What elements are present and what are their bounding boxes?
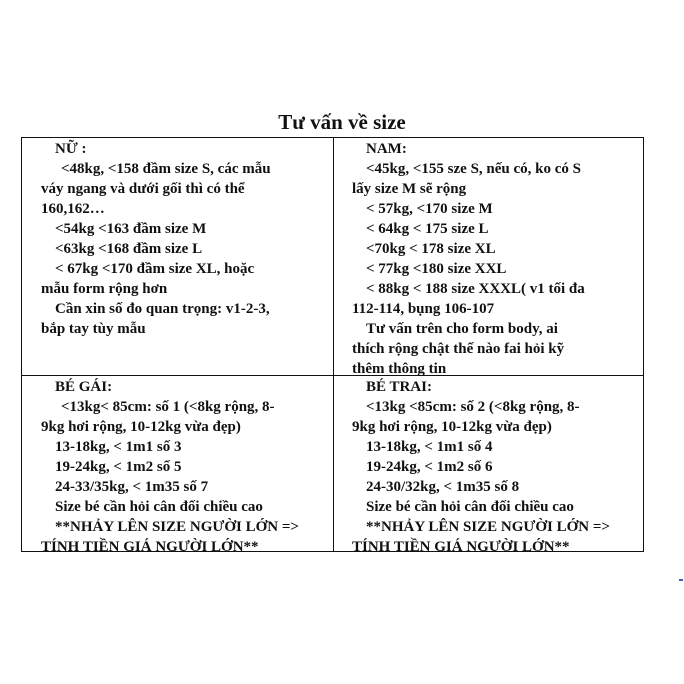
- text-line: 160,162…: [41, 201, 105, 217]
- text-line: <13kg< 85cm: số 1 (<8kg rộng, 8-: [61, 399, 275, 415]
- page-title: Tư vấn về size: [278, 110, 406, 134]
- girls-size-cell: [41, 377, 331, 557]
- text-line: váy ngang và dưới gối thì có thể: [41, 181, 245, 197]
- text-line: <54kg <163 đầm size M: [55, 221, 207, 237]
- women-size-cell: [41, 139, 331, 339]
- text-line: 9kg hơi rộng, 10-12kg vừa đẹp): [352, 419, 552, 435]
- text-line: <70kg < 178 size XL: [366, 241, 496, 257]
- text-line: < 64kg < 175 size L: [366, 221, 489, 237]
- women-heading: NỮ :: [55, 141, 87, 157]
- text-line: <48kg, <158 đầm size S, các mẫu: [61, 161, 271, 177]
- text-line: TÍNH TIỀN GIÁ NGƯỜI LỚN**: [352, 539, 570, 555]
- men-size-cell: [352, 139, 640, 379]
- text-line: Size bé cần hỏi cân đối chiều cao: [55, 499, 263, 515]
- text-line: TÍNH TIỀN GIÁ NGƯỜI LỚN**: [41, 539, 259, 555]
- girls-heading: BÉ GÁI:: [55, 379, 113, 395]
- text-line: Tư vấn trên cho form body, ai: [366, 321, 558, 337]
- text-line: < 57kg, <170 size M: [366, 201, 493, 217]
- boys-heading: BÉ TRAI:: [366, 379, 432, 395]
- text-line: 19-24kg, < 1m2 số 6: [366, 459, 493, 475]
- text-line: 13-18kg, < 1m1 số 3: [55, 439, 182, 455]
- text-line: mẫu form rộng hơn: [41, 281, 168, 297]
- text-line: <13kg <85cm: số 2 (<8kg rộng, 8-: [366, 399, 580, 415]
- text-line: bắp tay tùy mẫu: [41, 321, 146, 337]
- text-line: 112-114, bụng 106-107: [352, 301, 495, 317]
- text-line: < 67kg <170 đầm size XL, hoặc: [55, 261, 255, 277]
- text-line: <45kg, <155 sze S, nếu có, ko có S: [366, 161, 582, 177]
- boys-size-cell: [352, 377, 640, 557]
- text-line: **NHẢY LÊN SIZE NGƯỜI LỚN =>: [55, 519, 299, 535]
- text-line: 24-33/35kg, < 1m35 số 7: [55, 479, 209, 495]
- text-line: thích rộng chật thế nào fai hỏi kỹ: [352, 341, 565, 357]
- text-line: thêm thông tin: [352, 361, 447, 377]
- text-line: Cần xin số đo quan trọng: v1-2-3,: [55, 301, 270, 317]
- text-line: **NHẢY LÊN SIZE NGƯỜI LỚN =>: [366, 519, 610, 535]
- text-line: <63kg <168 đầm size L: [55, 241, 203, 257]
- stray-mark: [679, 579, 683, 581]
- men-heading: NAM:: [366, 141, 407, 157]
- size-table: [21, 137, 644, 555]
- text-line: < 77kg <180 size XXL: [366, 261, 507, 277]
- text-line: < 88kg < 188 size XXXL( v1 tối đa: [366, 281, 585, 297]
- text-line: lấy size M sẽ rộng: [352, 181, 467, 197]
- column-divider: [333, 138, 334, 551]
- text-line: Size bé cần hỏi cân đối chiều cao: [366, 499, 574, 515]
- text-line: 24-30/32kg, < 1m35 số 8: [366, 479, 520, 495]
- text-line: 13-18kg, < 1m1 số 4: [366, 439, 493, 455]
- text-line: 9kg hơi rộng, 10-12kg vừa đẹp): [41, 419, 241, 435]
- text-line: 19-24kg, < 1m2 số 5: [55, 459, 182, 475]
